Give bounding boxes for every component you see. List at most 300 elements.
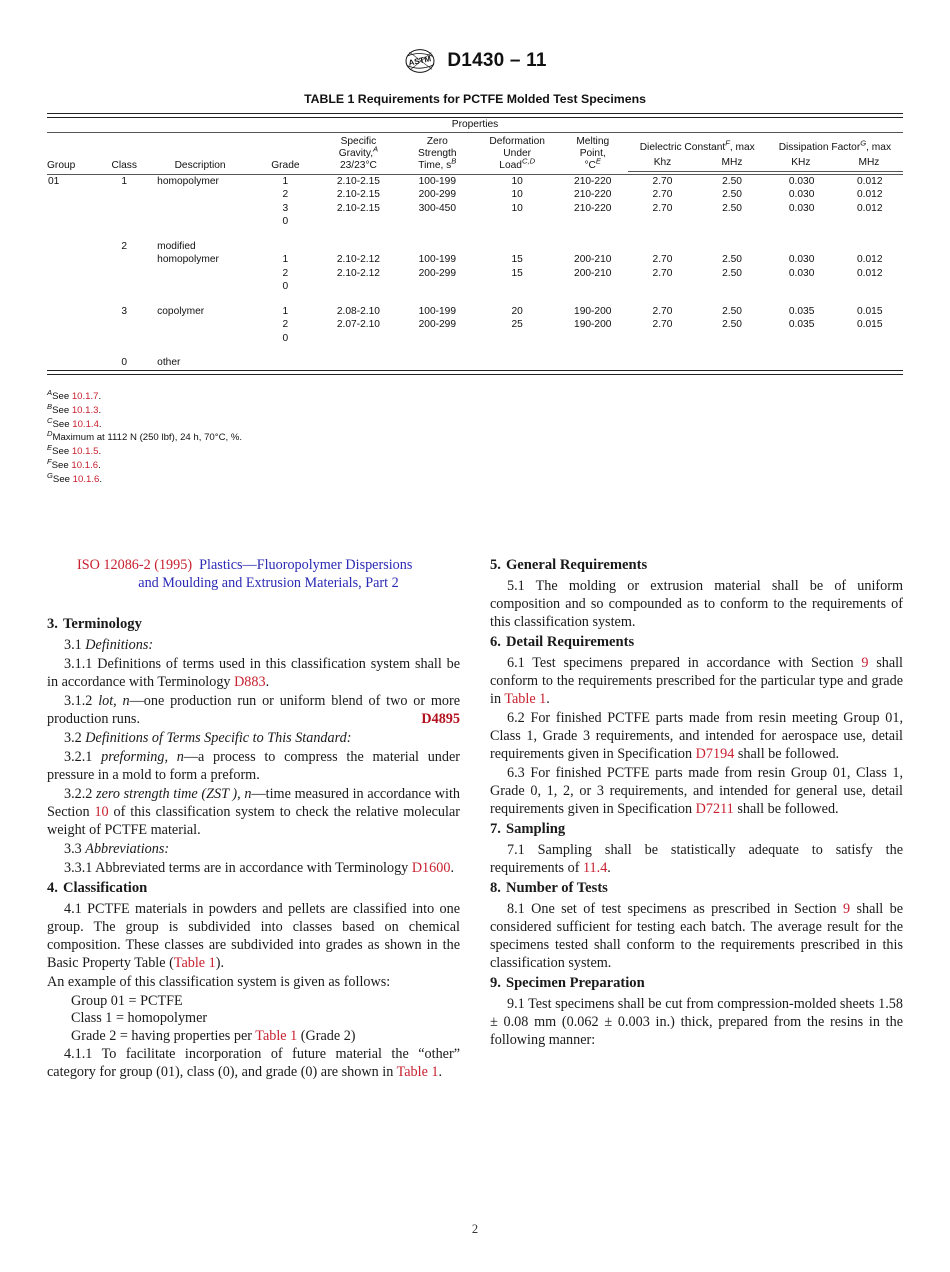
- cell-class: [100, 216, 148, 230]
- para-3-1-2-number: 3.1.2: [64, 693, 93, 709]
- cell-grade: 0: [282, 281, 289, 293]
- classification-example-list: [47, 993, 460, 1047]
- table-row: [47, 281, 903, 295]
- astm-logo: [403, 46, 437, 76]
- cell-description: modified: [157, 240, 196, 252]
- example-label: Class 1: [71, 1010, 116, 1027]
- cell-dk-mhz: 2.50: [722, 319, 742, 331]
- cell-sg: 2.10-2.12: [336, 267, 380, 279]
- section-4-number: 4.: [47, 879, 58, 896]
- para-3-2-2-text-b: of this classification system to check the relative molecular weight of PCTFE material.: [47, 803, 460, 838]
- cell-df-khz: 0.035: [788, 305, 815, 317]
- footnote-mark: D: [47, 429, 53, 439]
- footnote-e[interactable]: [47, 445, 547, 459]
- para-3-1-1-text-a: Definitions of terms used in this classification system shall be in accordance with Terminology: [47, 656, 461, 691]
- section-5-number: 5.: [490, 557, 501, 573]
- link-section-9-a[interactable]: 9: [861, 655, 869, 672]
- cell-df-mhz: [837, 332, 903, 346]
- example-value: PCTFE: [140, 992, 183, 1009]
- cell-mp: [558, 240, 628, 254]
- col-header-dielectric-mhz: MHz: [697, 154, 767, 172]
- example-item-1: [47, 993, 460, 1011]
- paragraph-6-1: [490, 655, 903, 709]
- para-5-1-number: 5.1: [507, 578, 525, 595]
- cell-group: [47, 202, 100, 216]
- para-4-1-1-text-b: .: [438, 1064, 443, 1081]
- example-item-2: [47, 1010, 460, 1028]
- cell-df-khz: [767, 281, 837, 295]
- cell-df-khz: 0.030: [788, 202, 815, 214]
- cell-dk-khz: 2.70: [652, 189, 673, 201]
- cell-description: [148, 281, 252, 295]
- link-d7211[interactable]: D7211: [695, 800, 734, 817]
- para-6-1-number: 6.1: [507, 655, 525, 672]
- example-link[interactable]: Table 1: [255, 1028, 298, 1045]
- cell-df-khz: 0.030: [788, 254, 815, 266]
- table-row: [47, 175, 903, 189]
- cell-mp: 210-220: [574, 189, 612, 201]
- cell-group: [47, 357, 100, 371]
- footnote-link[interactable]: 10.1.6: [72, 473, 100, 485]
- para-6-3-number: 6.3: [507, 765, 525, 782]
- cell-mp: 210-220: [574, 202, 612, 214]
- zst-line2: Strength: [418, 148, 457, 160]
- link-table-1-a[interactable]: Table 1: [173, 954, 216, 971]
- para-8-1-text-a: One set of test specimens as prescribed in Section: [531, 901, 843, 918]
- cell-dul: 25: [511, 319, 523, 331]
- mp-line3: $^\circ C^E$: [584, 156, 601, 172]
- para-6-2-text-b: shall be followed.: [734, 746, 840, 763]
- cell-description: [148, 216, 252, 230]
- zst-line1: Zero: [426, 136, 448, 147]
- paragraph-3-1-1: [47, 656, 460, 692]
- cell-class: [100, 267, 148, 281]
- cell-dk-mhz: [697, 357, 767, 371]
- cell-group: 01: [48, 175, 60, 187]
- cell-description: [148, 332, 252, 346]
- footnote-text: See: [52, 391, 72, 402]
- table-row: [47, 189, 903, 203]
- section-7-number: 7.: [490, 820, 501, 837]
- para-3-2-1-text: —a process to compress the material under pressure in a mold to form a preform.: [47, 748, 461, 783]
- cell-description: [148, 319, 252, 333]
- cell-df-mhz: 0.012: [857, 254, 883, 266]
- example-label: Group 01: [71, 992, 125, 1009]
- zst-footnote-mark: B: [451, 156, 457, 166]
- col-header-group: Group: [47, 133, 100, 175]
- section-heading-3: [47, 615, 460, 633]
- cell-dul: [477, 332, 558, 346]
- paragraph-8-1: [490, 901, 903, 973]
- cell-dk-khz: [628, 281, 698, 295]
- cell-group: [47, 319, 100, 333]
- col-header-melting-point: [558, 133, 628, 175]
- table-bottom-rule: [47, 370, 903, 375]
- para-6-1-text-a: Test specimens prepared in accordance with Section: [532, 655, 862, 672]
- cell-class: 2: [121, 240, 128, 252]
- cell-grade: 2: [282, 319, 289, 331]
- link-11-4[interactable]: 11.4: [582, 860, 608, 877]
- cell-df-mhz: 0.012: [857, 267, 883, 279]
- footnote-link[interactable]: 10.1.4: [72, 418, 99, 430]
- table-spacer-row: [47, 346, 903, 357]
- col-header-dissipation-khz: KHz: [767, 154, 835, 172]
- para-3-1-1-text-b: .: [265, 674, 270, 691]
- footnote-text-tail: .: [98, 391, 102, 402]
- cell-class: 1: [121, 175, 128, 187]
- cell-group: [47, 189, 100, 203]
- para-6-1-text-b: shall conform to the requirements prescribed for the particular type and grade in: [490, 655, 903, 708]
- footnote-g[interactable]: [47, 470, 547, 487]
- col-header-deformation-under-load: [477, 133, 558, 175]
- cell-df-mhz: 0.015: [857, 305, 883, 317]
- cell-class: [100, 281, 148, 295]
- col-header-dielectric-constant: [628, 133, 767, 175]
- cell-group: [47, 305, 100, 319]
- footnote-text-tail: .: [98, 404, 102, 416]
- page-number: 2: [471, 1222, 479, 1236]
- dissipation-subheaders: [767, 154, 903, 172]
- section-7-title: Sampling: [505, 820, 566, 837]
- section-heading-4: [47, 879, 460, 897]
- section-8-title: Number of Tests: [505, 880, 608, 897]
- cell-dk-mhz: [697, 240, 767, 254]
- cell-dk-khz: [628, 240, 698, 254]
- example-equals: =: [125, 992, 141, 1009]
- cell-dk-mhz: [697, 216, 767, 230]
- table-spacer-row: [47, 294, 903, 305]
- para-7-1-text-b: .: [607, 860, 611, 877]
- cell-df-khz: 0.030: [788, 267, 815, 279]
- example-item-3: [47, 1028, 460, 1046]
- sg-footnote-mark: A: [373, 144, 379, 154]
- table-row: [47, 202, 903, 216]
- sg-line3: 23/23°C: [339, 160, 377, 172]
- cell-df-mhz: [837, 281, 903, 295]
- col-header-specific-gravity: [319, 133, 398, 175]
- paragraph-6-2: [490, 710, 903, 764]
- table-body: [47, 175, 903, 371]
- cell-dk-khz: 2.70: [652, 305, 673, 317]
- zst-line3: Time, $s^B$: [418, 156, 457, 172]
- cell-dk-mhz: 2.50: [722, 175, 742, 187]
- sg-line2: Gravity,$^A$: [338, 144, 379, 160]
- cell-class: [100, 202, 148, 216]
- cell-zst: 100-199: [418, 175, 456, 187]
- cell-sg: [319, 332, 398, 346]
- cell-sg: 2.10-2.15: [336, 202, 380, 214]
- cell-dul: [477, 240, 558, 254]
- col-header-zero-strength-time: [398, 133, 477, 175]
- cell-sg: 2.10-2.15: [336, 175, 380, 187]
- para-3-1-1-number: 3.1.1: [64, 656, 93, 673]
- section-5-title: General Requirements: [505, 557, 648, 573]
- para-9-1-text: Test specimens shall be cut from compression-molded sheets 1.58 ± 0.08 mm (0.062 ± 0.003 in.) thick, prepared from the resins in the following manner:: [490, 996, 903, 1049]
- link-table-1-c[interactable]: Table 1: [396, 1064, 439, 1081]
- cell-mp: 200-210: [574, 254, 612, 266]
- paragraph-3-3-1: [47, 860, 460, 878]
- cell-sg: 2.10-2.15: [336, 189, 380, 201]
- col-header-dissipation-mhz: MHz: [835, 154, 903, 172]
- cell-grade: 1: [282, 254, 289, 266]
- cell-sg: [319, 357, 398, 371]
- cell-zst: [398, 357, 477, 371]
- footnote-text-tail: .: [98, 418, 102, 430]
- dielectric-subheaders: [628, 154, 767, 172]
- table-properties-band-row: [47, 118, 903, 133]
- footnote-f[interactable]: [47, 456, 547, 473]
- footnote-mark: C: [47, 415, 53, 425]
- footnote-mark: F: [47, 456, 52, 466]
- cell-dk-mhz: [697, 332, 767, 346]
- cell-zst: [398, 216, 477, 230]
- cell-description: other: [157, 357, 181, 369]
- cell-description: copolymer: [157, 305, 205, 317]
- cell-zst: [398, 240, 477, 254]
- cell-df-khz: [767, 332, 837, 346]
- cell-description: homopolymer: [157, 175, 219, 187]
- para-3-1-italic: Definitions:: [85, 637, 154, 654]
- cell-class: [100, 254, 148, 268]
- iso-reference-title-line1[interactable]: Plastics—Fluoropolymer Dispersions: [199, 557, 413, 573]
- para-4-1-number: 4.1: [64, 900, 82, 917]
- footnote-mark: B: [47, 401, 53, 411]
- cell-group: [47, 254, 100, 268]
- table-row: [47, 319, 903, 333]
- footnote-text: Maximum at 1112 N (250 lbf), 24 h, 70°C, %.: [52, 432, 243, 444]
- mp-line2: Point,: [579, 148, 606, 160]
- cell-df-khz: 0.030: [788, 175, 815, 187]
- right-column: [490, 556, 903, 1050]
- cell-dul: 15: [511, 267, 523, 279]
- cell-dul: 10: [511, 189, 523, 201]
- cell-df-khz: [767, 216, 837, 230]
- cell-dul: 10: [511, 175, 523, 187]
- cell-class: 0: [121, 357, 128, 369]
- cell-group: [47, 216, 100, 230]
- cell-df-mhz: [837, 357, 903, 371]
- para-7-1-number: 7.1: [507, 842, 525, 859]
- iso-reference[interactable]: [47, 556, 460, 593]
- example-equals: =: [115, 1010, 128, 1027]
- table-row: [47, 357, 903, 371]
- cell-mp: 190-200: [574, 319, 612, 331]
- cell-zst: [398, 332, 477, 346]
- iso-reference-title-line2[interactable]: and Moulding and Extrusion Materials, Part 2: [138, 575, 399, 592]
- cell-class: [100, 319, 148, 333]
- link-table-1-b[interactable]: Table 1: [504, 691, 547, 708]
- properties-band-label: Properties: [47, 118, 903, 133]
- link-d7194[interactable]: D7194: [695, 746, 735, 763]
- para-3-1-number: 3.1: [64, 637, 82, 654]
- cell-description: [148, 202, 252, 216]
- footnote-link[interactable]: 10.1.5: [71, 446, 99, 458]
- example-label: Grade 2: [71, 1028, 120, 1045]
- example-value: having properties per: [131, 1028, 256, 1045]
- section-9-number: 9.: [490, 975, 501, 992]
- iso-reference-code[interactable]: ISO 12086-2 (1995): [77, 557, 193, 573]
- cell-df-khz: 0.030: [788, 189, 815, 201]
- cell-dk-khz: 2.70: [652, 254, 673, 266]
- cell-zst: 200-299: [418, 189, 456, 201]
- cell-df-mhz: 0.012: [857, 189, 883, 201]
- table-row: [47, 240, 903, 254]
- para-3-1-2-text: —one production run or uniform blend of two or more production runs.: [47, 693, 460, 727]
- table-spacer-row: [47, 229, 903, 240]
- paragraph-4-1-example-intro: An example of this classification system is given as follows:: [47, 973, 391, 990]
- dul-line2: Under: [503, 148, 532, 160]
- para-4-1-text-a: PCTFE materials in powders and pellets are classified into one group. The group is subdivided into classes based on chemical composition. These classes are subdivided into grades as shown in the Basic Property Table (: [47, 900, 461, 971]
- para-3-3-italic: Abbreviations:: [85, 840, 170, 857]
- cell-dul: 15: [511, 254, 523, 266]
- footnote-mark: G: [47, 470, 53, 480]
- cell-zst: 200-299: [418, 319, 456, 331]
- cell-class: 3: [121, 305, 128, 317]
- requirements-table: [47, 118, 903, 370]
- para-3-2-1-term: preforming, n: [101, 748, 184, 765]
- sg-line1: Specific: [340, 136, 377, 147]
- cell-grade: 2: [282, 189, 289, 201]
- document-id: D1430 – 11: [447, 50, 547, 71]
- paragraph-3-1: [47, 637, 460, 655]
- para-3-3-1-number: 3.3.1: [64, 859, 93, 876]
- section-6-title: Detail Requirements: [505, 634, 635, 651]
- cell-mp: [558, 332, 628, 346]
- cell-group: [47, 281, 100, 295]
- cell-mp: 190-200: [574, 305, 612, 317]
- footnote-text-tail: .: [99, 473, 103, 485]
- paragraph-3-2-2: [47, 786, 460, 840]
- para-3-2-italic: Definitions of Terms Specific to This Standard:: [85, 729, 352, 746]
- footnote-a[interactable]: [47, 387, 547, 404]
- footnote-b[interactable]: [47, 401, 547, 418]
- dielectric-group-label: Dielectric Constant$^F$, max: [639, 138, 755, 154]
- cell-dk-mhz: 2.50: [722, 267, 742, 279]
- cell-dul: [477, 357, 558, 371]
- paragraph-4-1: [47, 901, 460, 973]
- link-d1600[interactable]: D1600: [411, 859, 451, 876]
- footnote-link[interactable]: 10.1.6: [71, 460, 99, 472]
- cell-df-mhz: [837, 240, 903, 254]
- paragraph-9-1: [490, 996, 903, 1050]
- para-8-1-text-b: shall be considered sufficient for testing each batch. The average result for the specimens tested shall conform to the requirements prescribed in this classification system.: [490, 901, 904, 972]
- section-heading-8: [490, 879, 903, 897]
- para-6-3-text-a: For finished PCTFE parts made from resin Group 01, Class 1, Grade 0, 1, 2, or 3 requirements, and intended for general use, detail requirements given in Specification: [490, 765, 904, 817]
- cell-df-khz: 0.035: [788, 319, 815, 331]
- svg-text:ASTM: ASTM: [408, 54, 433, 68]
- cell-grade: 0: [282, 216, 289, 228]
- cell-sg: [319, 240, 398, 254]
- dissipation-group-label: Dissipation Factor$^G$, max: [778, 138, 892, 154]
- cell-class: [100, 189, 148, 203]
- cell-grade: 3: [282, 202, 289, 214]
- cell-df-mhz: [837, 216, 903, 230]
- footnote-mark: A: [47, 387, 53, 397]
- footnote-d: [47, 431, 547, 445]
- cell-group: [47, 240, 100, 254]
- cell-mp: 200-210: [574, 267, 612, 279]
- cell-df-khz: [767, 357, 837, 371]
- para-6-2-number: 6.2: [507, 710, 525, 727]
- cell-zst: 200-299: [418, 267, 456, 279]
- cell-dk-mhz: 2.50: [722, 254, 742, 266]
- para-6-1-text-c: .: [546, 691, 550, 708]
- para-8-1-number: 8.1: [507, 901, 525, 918]
- cell-mp: [558, 281, 628, 295]
- footnote-link[interactable]: 10.1.3: [71, 404, 99, 416]
- col-header-grade: Grade: [252, 133, 319, 175]
- paragraph-4-1-1: [47, 1046, 460, 1082]
- footnote-text: See: [52, 418, 73, 430]
- cell-zst: 100-199: [418, 254, 456, 266]
- cell-grade: 1: [282, 305, 289, 317]
- para-3-3-1-text-b: .: [450, 859, 454, 876]
- link-section-10[interactable]: 10: [94, 803, 109, 820]
- para-3-2-2-term: zero strength time (ZST ), n: [96, 785, 252, 802]
- cell-zst: [398, 281, 477, 295]
- cell-sg: [319, 216, 398, 230]
- footnote-link[interactable]: 10.1.7: [71, 391, 99, 402]
- sidecode-d4895[interactable]: D4895: [421, 710, 460, 727]
- cell-group: [47, 267, 100, 281]
- example-equals: =: [119, 1028, 132, 1045]
- para-3-2-2-text-a: —time measured in accordance with Section: [47, 785, 461, 820]
- paragraph-3-1-2: [47, 693, 460, 729]
- cell-grade: [252, 357, 319, 371]
- section-heading-7: [490, 820, 903, 838]
- left-column: [47, 556, 460, 1083]
- section-3-number: 3.: [47, 615, 58, 632]
- paragraph-7-1: [490, 842, 903, 878]
- mp-footnote-mark: E: [595, 156, 601, 166]
- footnote-text: See: [52, 446, 72, 458]
- paragraph-3-2: [47, 730, 460, 748]
- body-columns: [47, 556, 903, 1206]
- cell-grade: 1: [282, 175, 289, 187]
- link-section-9-b[interactable]: 9: [842, 901, 851, 918]
- table-row: [47, 254, 903, 268]
- dul-line1: Deformation: [489, 136, 545, 147]
- cell-dul: [477, 281, 558, 295]
- paragraph-5-1: [490, 578, 903, 632]
- cell-dk-khz: 2.70: [652, 175, 673, 187]
- para-7-1-text-a: Sampling shall be statistically adequate to satisfy the requirements of: [490, 842, 903, 877]
- cell-df-mhz: 0.015: [857, 319, 883, 331]
- cell-sg: 2.07-2.10: [336, 319, 380, 331]
- col-header-dissipation-factor: [767, 133, 903, 175]
- footnote-text: See: [51, 460, 72, 472]
- para-6-3-text-b: shall be followed.: [733, 800, 839, 817]
- document-header: [0, 46, 950, 76]
- footnote-c[interactable]: [47, 415, 547, 432]
- dielectric-footnote-mark: F: [725, 138, 730, 148]
- footnote-text: See: [52, 404, 72, 416]
- paragraph-3-2-1: [47, 749, 460, 785]
- para-3-3-number: 3.3: [64, 840, 82, 857]
- link-d883[interactable]: D883: [234, 674, 266, 691]
- cell-dk-khz: 2.70: [652, 202, 673, 214]
- para-4-1-text-b: ).: [215, 954, 225, 971]
- para-5-1-text: The molding or extrusion material shall be of uniform composition and so compounded as to conform to the requirements of this classification system.: [490, 578, 903, 631]
- table-footnotes: [47, 387, 547, 487]
- dissipation-footnote-mark: G: [860, 138, 867, 148]
- section-8-number: 8.: [490, 880, 501, 897]
- cell-description: [148, 189, 252, 203]
- cell-dk-khz: [628, 357, 698, 371]
- cell-dul: 20: [511, 305, 523, 317]
- para-3-2-1-number: 3.2.1: [64, 748, 93, 765]
- cell-dk-mhz: 2.50: [722, 202, 742, 214]
